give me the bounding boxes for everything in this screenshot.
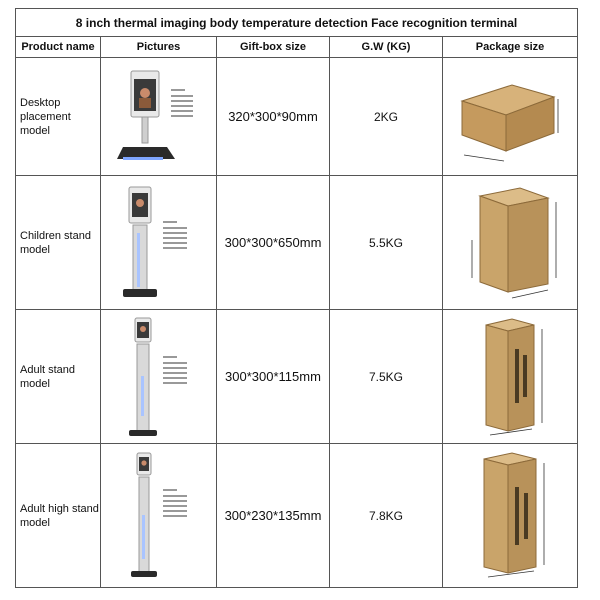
product-name-line1: Desktop xyxy=(20,96,61,109)
table-row xyxy=(16,176,578,310)
tall-box-icon xyxy=(450,182,570,304)
package-size-cell xyxy=(443,444,578,588)
header-pictures: Pictures xyxy=(101,37,217,58)
gw-cell: 5.5KG xyxy=(330,176,443,310)
table-row xyxy=(16,444,578,588)
tall-narrow-box-icon xyxy=(450,315,570,439)
product-name-line2: placement model xyxy=(20,110,71,137)
adult-high-stand-terminal-icon xyxy=(109,449,209,583)
header-product-name: Product name xyxy=(16,37,101,58)
spec-table xyxy=(15,8,578,588)
gift-box-size-cell: 300*300*115mm xyxy=(217,310,330,444)
children-stand-terminal-icon xyxy=(109,181,209,305)
package-size-cell xyxy=(443,58,578,176)
flat-box-icon xyxy=(450,71,570,163)
tall-narrow-box-icon xyxy=(450,449,570,583)
product-name-line2: model xyxy=(20,377,50,390)
gift-box-size-cell: 300*230*135mm xyxy=(217,444,330,588)
table-row xyxy=(16,310,578,444)
package-size-cell xyxy=(443,310,578,444)
gw-cell: 7.8KG xyxy=(330,444,443,588)
table-row xyxy=(16,58,578,176)
product-name-line2: model xyxy=(20,243,50,256)
product-name-line2: model xyxy=(20,516,50,529)
product-name-cell xyxy=(16,444,101,588)
desktop-terminal-icon xyxy=(109,65,209,169)
header-gw: G.W (KG) xyxy=(330,37,443,58)
product-name-cell xyxy=(16,310,101,444)
product-name-line1: Adult stand xyxy=(20,363,76,376)
package-size-cell xyxy=(443,176,578,310)
header-row xyxy=(16,37,578,58)
product-picture-cell xyxy=(101,444,217,588)
header-gift-box-size: Gift-box size xyxy=(217,37,330,58)
table-title: 8 inch thermal imaging body temperature detection Face recognition terminal xyxy=(16,9,578,37)
product-name-cell xyxy=(16,176,101,310)
header-package-size: Package size xyxy=(443,37,578,58)
gw-cell: 7.5KG xyxy=(330,310,443,444)
adult-stand-terminal-icon xyxy=(109,314,209,440)
gw-cell: 2KG xyxy=(330,58,443,176)
product-picture-cell xyxy=(101,310,217,444)
product-picture-cell xyxy=(101,176,217,310)
product-name-cell xyxy=(16,58,101,176)
gift-box-size-cell: 300*300*650mm xyxy=(217,176,330,310)
spec-sheet xyxy=(15,8,577,586)
product-name-line1: Adult high stand xyxy=(20,502,99,515)
product-name-line1: Children stand xyxy=(20,229,91,242)
gift-box-size-cell: 320*300*90mm xyxy=(217,58,330,176)
product-picture-cell xyxy=(101,58,217,176)
